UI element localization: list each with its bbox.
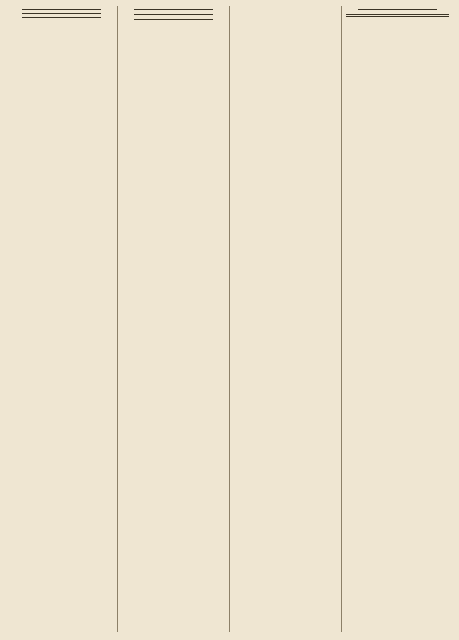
section-rule bbox=[22, 13, 101, 14]
section-rule bbox=[22, 9, 101, 10]
closing-rule bbox=[346, 14, 449, 17]
column-1 bbox=[6, 6, 117, 632]
section-rule bbox=[134, 19, 213, 20]
section-rule bbox=[134, 14, 213, 15]
column-2 bbox=[117, 6, 229, 632]
section-rule bbox=[358, 9, 437, 10]
section-rule bbox=[22, 17, 101, 18]
section-rule bbox=[134, 9, 213, 10]
column-3 bbox=[229, 6, 341, 632]
column-4 bbox=[341, 6, 453, 632]
